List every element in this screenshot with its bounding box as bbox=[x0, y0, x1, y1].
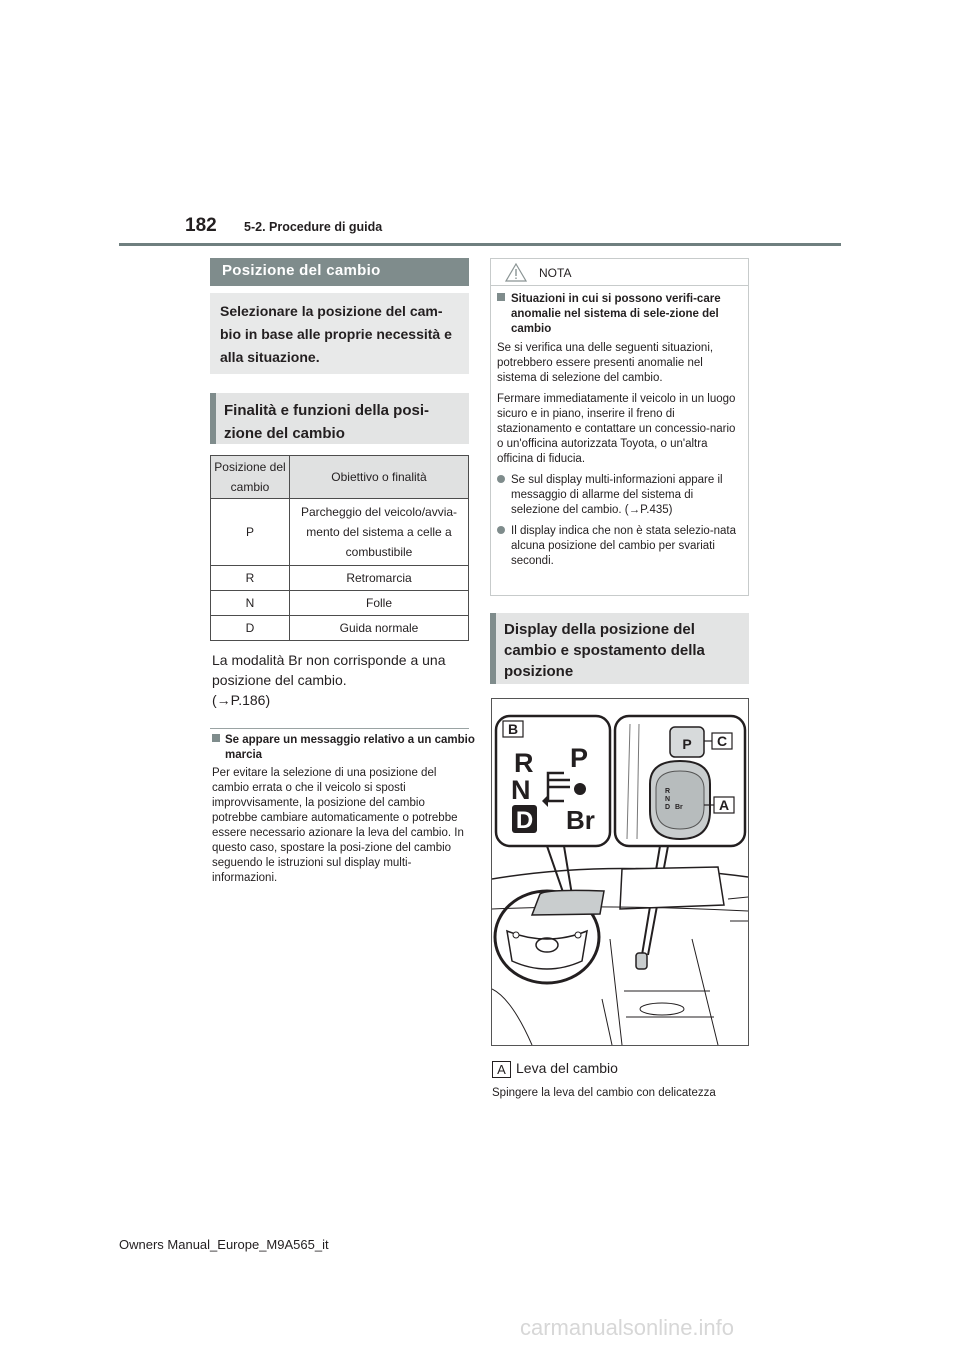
br-note-text: La modalità Br non corrisponde a una posizione del cambio. bbox=[212, 652, 446, 688]
shift-display-figure bbox=[491, 698, 749, 1046]
display-d: D bbox=[515, 807, 534, 834]
nota-paragraph: Se si verifica una delle seguenti situazioni, potrebbero essere presenti anomalie nel sistema di selezione del cambio. bbox=[497, 342, 714, 384]
br-dot-icon bbox=[574, 783, 586, 795]
cockpit-illustration bbox=[492, 699, 748, 1045]
vent-lines bbox=[728, 897, 748, 921]
table-cell-position: N bbox=[211, 591, 290, 616]
table-row bbox=[211, 616, 469, 641]
nota-content bbox=[497, 292, 742, 575]
table-cell-purpose: Guida normale bbox=[290, 616, 469, 641]
door-lines bbox=[492, 989, 612, 1045]
watermark: carmanualsonline.info bbox=[520, 1315, 735, 1340]
lever-n: N bbox=[665, 796, 671, 803]
display-p: P bbox=[570, 743, 589, 773]
label-a: A bbox=[718, 797, 730, 813]
callout-a-letter: A bbox=[492, 1061, 511, 1078]
label-b: B bbox=[507, 721, 519, 737]
nota-bullet bbox=[497, 473, 742, 518]
cockpit-lever bbox=[636, 953, 647, 969]
nota-box bbox=[490, 258, 749, 596]
table-cell-purpose: Folle bbox=[290, 591, 469, 616]
nota-paragraph: Fermare immediatamente il veicolo in un luogo sicuro e in piano, inserire il freno di stazionamento e contattare un concessio-nario o un'officina autorizzata Toyota, o un'altra officina di fiducia. bbox=[497, 393, 736, 465]
warning-heading-text: Se appare un messaggio relativo a un cambio marcia bbox=[225, 734, 475, 761]
round-bullet-icon bbox=[497, 526, 505, 534]
section-title: 5-2. Procedure di guida bbox=[244, 220, 383, 234]
lever-knob bbox=[656, 771, 704, 829]
p-button-label: P bbox=[682, 736, 692, 752]
nota-heading-text: Situazioni in cui si possono verifi-care anomalie nel sistema di sele-zione del cambio bbox=[511, 293, 721, 335]
header-rule bbox=[119, 243, 841, 246]
table-row bbox=[211, 499, 469, 566]
wheel-button-icon bbox=[575, 932, 581, 938]
table-cell-purpose: Parcheggio del veicolo/avvia-mento del sistema a celle a combustibile bbox=[290, 499, 469, 566]
table-header-purpose: Obiettivo o finalità bbox=[290, 456, 469, 499]
br-note bbox=[212, 650, 470, 710]
sub-heading-purpose: Finalità e funzioni della posi-zione del cambio bbox=[210, 393, 469, 444]
center-console bbox=[610, 939, 718, 1045]
nota-bullet-text: Se sul display multi-informazioni appare il messaggio di allarme del sistema di selezione del cambio. (→P.435) bbox=[511, 474, 723, 516]
page-number: 182 bbox=[185, 215, 217, 236]
divider bbox=[210, 728, 469, 729]
table-cell-position: P bbox=[211, 499, 290, 566]
callout-a bbox=[492, 1058, 618, 1078]
warning-triangle-icon bbox=[505, 263, 527, 282]
callout-a-text: Leva del cambio bbox=[516, 1060, 618, 1076]
br-note-ref[interactable]: (→P.186) bbox=[212, 692, 271, 708]
table-header-position: Posizione del cambio bbox=[211, 456, 290, 499]
lever-r: R bbox=[665, 788, 671, 795]
cup-holder bbox=[640, 1003, 684, 1015]
intro-text: Selezionare la posizione del cam-bio in base alle proprie necessità e alla situazione. bbox=[210, 293, 469, 374]
warning-body: Per evitare la selezione di una posizione del cambio errata o che il veicolo si sposti improvvisamente, la posizione del cambio potrebbe cambiare automaticamente o potrebbe essere necessario azionare la leva del cambio. In questo caso, spostare la posi-zione del cambio seguendo le istruzioni sul display multi-informazioni. bbox=[212, 767, 464, 884]
table-cell-position: D bbox=[211, 616, 290, 641]
table-row bbox=[211, 566, 469, 591]
table-row bbox=[211, 591, 469, 616]
display-n: N bbox=[511, 775, 531, 805]
main-heading: Posizione del cambio bbox=[210, 258, 469, 286]
meter-cluster bbox=[532, 890, 604, 915]
wheel-button-icon bbox=[513, 932, 519, 938]
label-c: C bbox=[716, 733, 728, 749]
lever-br: Br bbox=[675, 804, 683, 811]
nota-bullet-text: Il display indica che non è stata selezio-nata alcuna posizione del cambio per svariati secondi. bbox=[511, 525, 737, 567]
shift-position-table bbox=[210, 455, 469, 641]
sub-heading-display: Display della posizione del cambio e spostamento della posizione bbox=[490, 613, 749, 684]
nota-title-bar bbox=[491, 259, 748, 286]
nota-heading bbox=[497, 292, 742, 337]
lever-d: D bbox=[665, 804, 671, 811]
table-cell-position: R bbox=[211, 566, 290, 591]
round-bullet-icon bbox=[497, 475, 505, 483]
square-bullet-icon bbox=[497, 293, 505, 301]
push-instruction: Spingere la leva del cambio con delicatezza bbox=[492, 1087, 716, 1099]
footer-text: Owners Manual_Europe_M9A565_it bbox=[119, 1237, 329, 1252]
warning-heading bbox=[212, 733, 481, 763]
table-header-row bbox=[211, 456, 469, 499]
square-bullet-icon bbox=[212, 734, 220, 742]
table-cell-purpose: Retromarcia bbox=[290, 566, 469, 591]
display-br: Br bbox=[566, 805, 595, 835]
display-r: R bbox=[514, 748, 534, 778]
nota-title: NOTA bbox=[539, 266, 572, 280]
nota-bullet bbox=[497, 524, 742, 569]
center-screen bbox=[620, 867, 724, 909]
